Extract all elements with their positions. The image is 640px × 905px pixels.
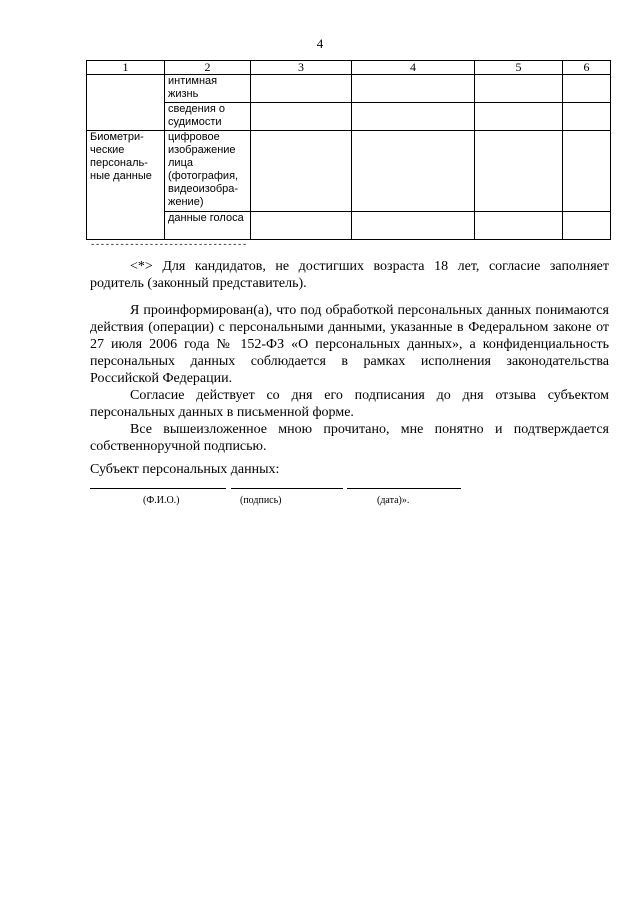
body-text (90, 302, 609, 455)
empty-cell (475, 131, 563, 212)
empty-cell (251, 212, 352, 240)
page-number: 4 (316, 36, 324, 51)
category-cell: Биометри-ческие персональ-ные данные (87, 131, 165, 240)
data-type-cell: данные голоса (165, 212, 251, 240)
table-row (87, 75, 611, 103)
header-cell: 6 (563, 61, 611, 75)
table-row (87, 212, 611, 240)
table-row (87, 103, 611, 131)
fio-caption: (Ф.И.О.) (143, 495, 180, 506)
empty-cell (475, 212, 563, 240)
footnote-paragraph: <*> Для кандидатов, не достигших возраста 18 лет, согласие заполняет родитель (законный представитель). (90, 259, 609, 291)
personal-data-table (86, 60, 611, 240)
empty-cell (251, 103, 352, 131)
header-cell: 4 (352, 61, 475, 75)
data-type-cell: интимная жизнь (165, 75, 251, 103)
empty-cell (475, 75, 563, 103)
empty-cell (563, 131, 611, 212)
empty-cell (352, 75, 475, 103)
table-header-row (87, 61, 611, 75)
table-row (87, 131, 611, 212)
empty-cell (563, 75, 611, 103)
date-caption: (дата)». (377, 495, 410, 506)
empty-cell (352, 131, 475, 212)
empty-cell (251, 75, 352, 103)
subject-label: Субъект персональных данных: (90, 462, 280, 477)
header-cell: 1 (87, 61, 165, 75)
header-cell: 5 (475, 61, 563, 75)
empty-cell (251, 131, 352, 212)
fio-signature-line (90, 488, 226, 489)
data-type-cell: сведения о судимости (165, 103, 251, 131)
sign-signature-line (231, 488, 343, 489)
sign-caption: (подпись) (240, 495, 282, 506)
header-cell: 3 (251, 61, 352, 75)
empty-cell (563, 103, 611, 131)
paragraph-validity: Согласие действует со дня его подписания до дня отзыва субъектом персональных данных в письменной форме. (90, 388, 609, 420)
empty-cell (475, 103, 563, 131)
paragraph-processing: Я проинформирован(а), что под обработкой персональных данных понимаются действия (операции) с персональными данными, указанные в Федеральном законе от 27 июля 2006 года № 152-ФЗ «О персональных данных», а конфиденциальность персональных данных соблюдается в рамках исполнения законодательства Российской Федерации. (90, 303, 609, 386)
empty-cell (563, 212, 611, 240)
category-cell (87, 75, 165, 131)
footnote-separator: -------------------------------- (90, 240, 247, 250)
paragraph-confirmation: Все вышеизложенное мною прочитано, мне понятно и подтверждается собственноручной подписью. (90, 422, 609, 454)
empty-cell (352, 103, 475, 131)
empty-cell (352, 212, 475, 240)
date-signature-line (347, 488, 461, 489)
data-type-cell: цифровое изображение лица (фотография, видеоизобра-жение) (165, 131, 251, 212)
header-cell: 2 (165, 61, 251, 75)
footnote-text (90, 258, 609, 292)
